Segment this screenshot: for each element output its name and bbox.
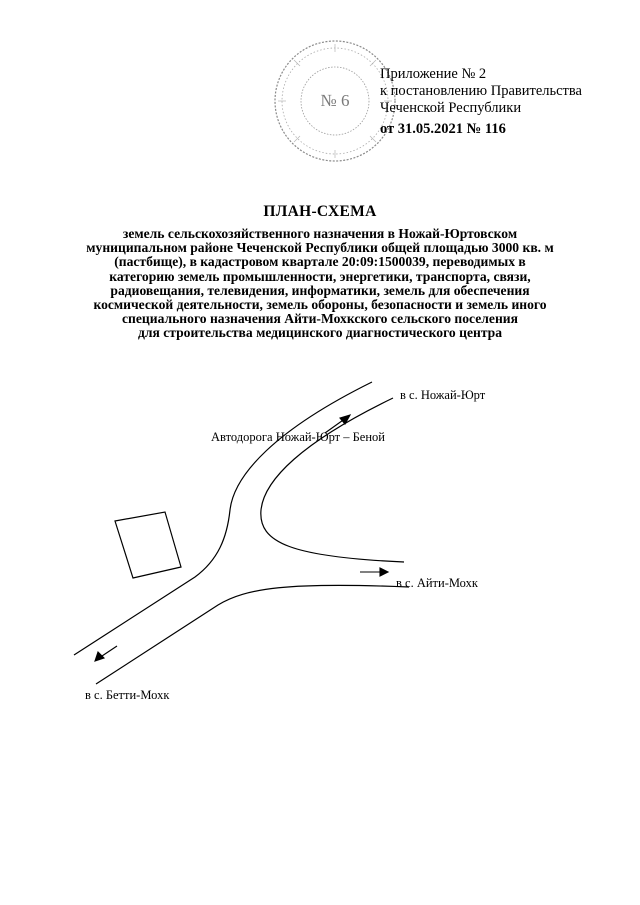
appendix-decree: к постановлению Правительства <box>380 83 582 99</box>
road-edge-right <box>261 398 404 562</box>
direction-label-nozhay-yurt: в с. Ножай-Юрт <box>400 388 486 402</box>
arrow-icon <box>360 568 388 576</box>
direction-label-betti-mokhk: в с. Бетти-Мохк <box>85 688 170 702</box>
appendix-title: Приложение № 2 <box>380 66 487 82</box>
appendix-block <box>380 66 582 138</box>
subtitle-line: специального назначения Айти-Мохкского сельского поселения <box>122 311 518 327</box>
appendix-government: Чеченской Республики <box>380 100 522 116</box>
direction-label-ayti-mokhk: в с. Айти-Мохк <box>396 576 478 590</box>
document-title: ПЛАН-СХЕМА <box>263 203 377 220</box>
road-edge-lower <box>96 585 409 684</box>
subtitle-line: (пастбище), в кадастровом квартале 20:09:1500039, переводимых в <box>114 254 526 270</box>
arrow-icon <box>95 646 117 661</box>
site-scheme <box>0 360 640 720</box>
subtitle-line: категорию земель промышленности, энергетики, транспорта, связи, <box>109 268 531 284</box>
document-subtitle <box>60 227 580 341</box>
subtitle-line: муниципальном районе Чеченской Республики общей площадью 3000 кв. м <box>86 240 554 256</box>
subtitle-line: радиовещания, телевидения, информатики, земель для обеспечения <box>110 282 530 298</box>
appendix-date: от 31.05.2021 № 116 <box>380 121 506 137</box>
subtitle-line: космической деятельности, земель обороны, безопасности и земель иного <box>93 297 547 313</box>
subtitle-line: для строительства медицинского диагностического центра <box>137 325 503 341</box>
stamp-number: № 6 <box>320 91 350 110</box>
subtitle-line: земель сельскохозяйственного назначения в Ножай-Юртовском <box>122 226 518 241</box>
road-edge-left <box>74 382 372 655</box>
road-label: Автодорога Ножай-Юрт – Беной <box>211 430 385 444</box>
land-plot <box>115 512 181 578</box>
